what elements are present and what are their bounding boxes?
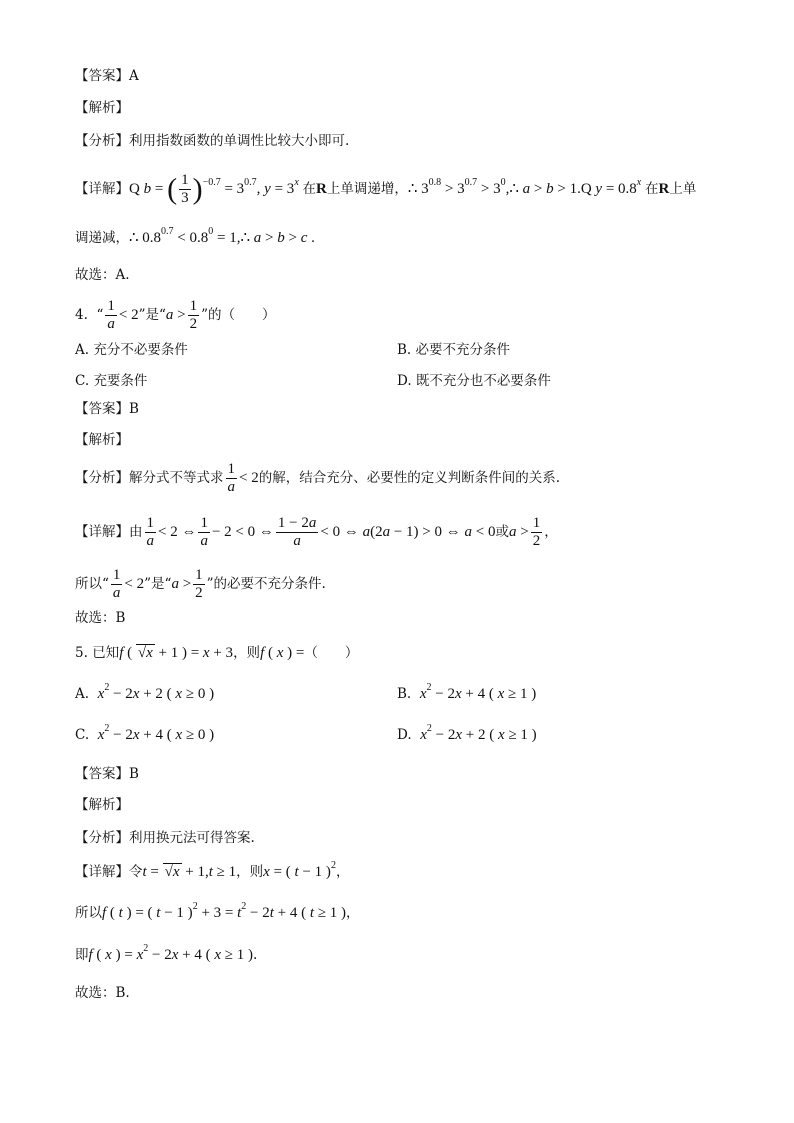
q4-option-d[interactable]: D. 既不充分也不必要条件 <box>397 373 551 389</box>
q5-stem: 5. 已知f ( √x + 1 ) = x + 3，则f ( x ) =（ ） <box>75 645 359 661</box>
q4-answer: 【答案】B <box>75 401 139 417</box>
math: Q b = <box>129 181 168 197</box>
q5-option-b[interactable]: B. $x^2 - 2x + 4$ ( x ≥ 1 ) <box>397 682 537 702</box>
q5-analysis-tag: 【解析】 <box>75 797 129 813</box>
q4-so: 所以“ $\frac{1}{a}$ < 2”是“a > $\frac{1}{2}$ ”的必要不充分条件. <box>75 567 326 601</box>
q5-conclusion: 故选：B. <box>75 985 130 1001</box>
q4-option-b[interactable]: B. 必要不充分条件 <box>397 342 511 358</box>
answer-value: A <box>129 68 139 84</box>
q5-option-c[interactable]: C. $x^2 - 2x + 4$ ( x ≥ 0 ) <box>75 723 215 743</box>
q4-conclusion: 故选：B <box>75 610 126 626</box>
q3-analysis-tag: 【解析】 <box>75 100 129 116</box>
q4-option-a[interactable]: A. 充分不必要条件 <box>75 342 188 358</box>
q5-answer: 【答案】B <box>75 766 139 782</box>
q3-detail-line2: 调递减，∴ $0.8^{0.7} < 0.8^0$ = 1,∴ a > b > c . <box>75 226 315 246</box>
q4-detail: 【详解】由 $\frac{1}{a}$ < 2 ⇔ $\frac{1}{a}$ − 2 < 0 ⇔ $\frac{1 - 2a}{a}$ < 0 ⇔ a(2a − 1) > 0 ⇔ a < 0或a > $\frac{1}{2}$ ， <box>75 515 558 549</box>
q5-detail: 【详解】令t = √x + 1,t ≥ 1，则x = ( t − 1 )$^2$， <box>75 860 350 880</box>
q4-stem: 4. “ $\frac{1}{a}$ < 2”是“a > $\frac{1}{2}$ ”的（ ） <box>75 298 276 332</box>
q5-ji: 即f ( x ) = $x^2 - 2x + 4$ ( x ≥ 1 ). <box>75 943 258 963</box>
q5-fenxi: 【分析】利用换元法可得答案. <box>75 830 255 846</box>
answer-tag: 【答案】 <box>75 68 129 84</box>
q3-detail-line1: 【详解】Q b = ( $\frac{1}{3}$ )$^{-0.7} = 3^{0.7}$, $y = 3^x$ 在R上单调递增，∴ $3^{0.8} > 3^{0.7}$ > $3^0,\therefore$ a > b > 1.Q $y = 0.8^x$ 在R上单 <box>75 172 697 206</box>
q4-fenxi: 【分析】解分式不等式求 $\frac{1}{a}$ < 2的解，结合充分、必要性的定义判断条件间的关系. <box>75 461 561 495</box>
q4-analysis-tag: 【解析】 <box>75 432 129 448</box>
q5-option-a[interactable]: A. $x^2 - 2x + 2$ ( x ≥ 0 ) <box>75 682 215 702</box>
q3-answer <box>75 66 139 86</box>
q3-fenxi: 【分析】利用指数函数的单调性比较大小即可. <box>75 133 350 149</box>
q3-conclusion: 故选：A. <box>75 267 130 283</box>
q4-option-c[interactable]: C. 充要条件 <box>75 373 148 389</box>
q5-so: 所以f ( t ) = ( t − 1 )$^2 + 3 = t^2 - 2t + 4$ ( t ≥ 1 )， <box>75 901 360 921</box>
q5-option-d[interactable]: D. $x^2 - 2x + 2$ ( x ≥ 1 ) <box>397 723 537 743</box>
